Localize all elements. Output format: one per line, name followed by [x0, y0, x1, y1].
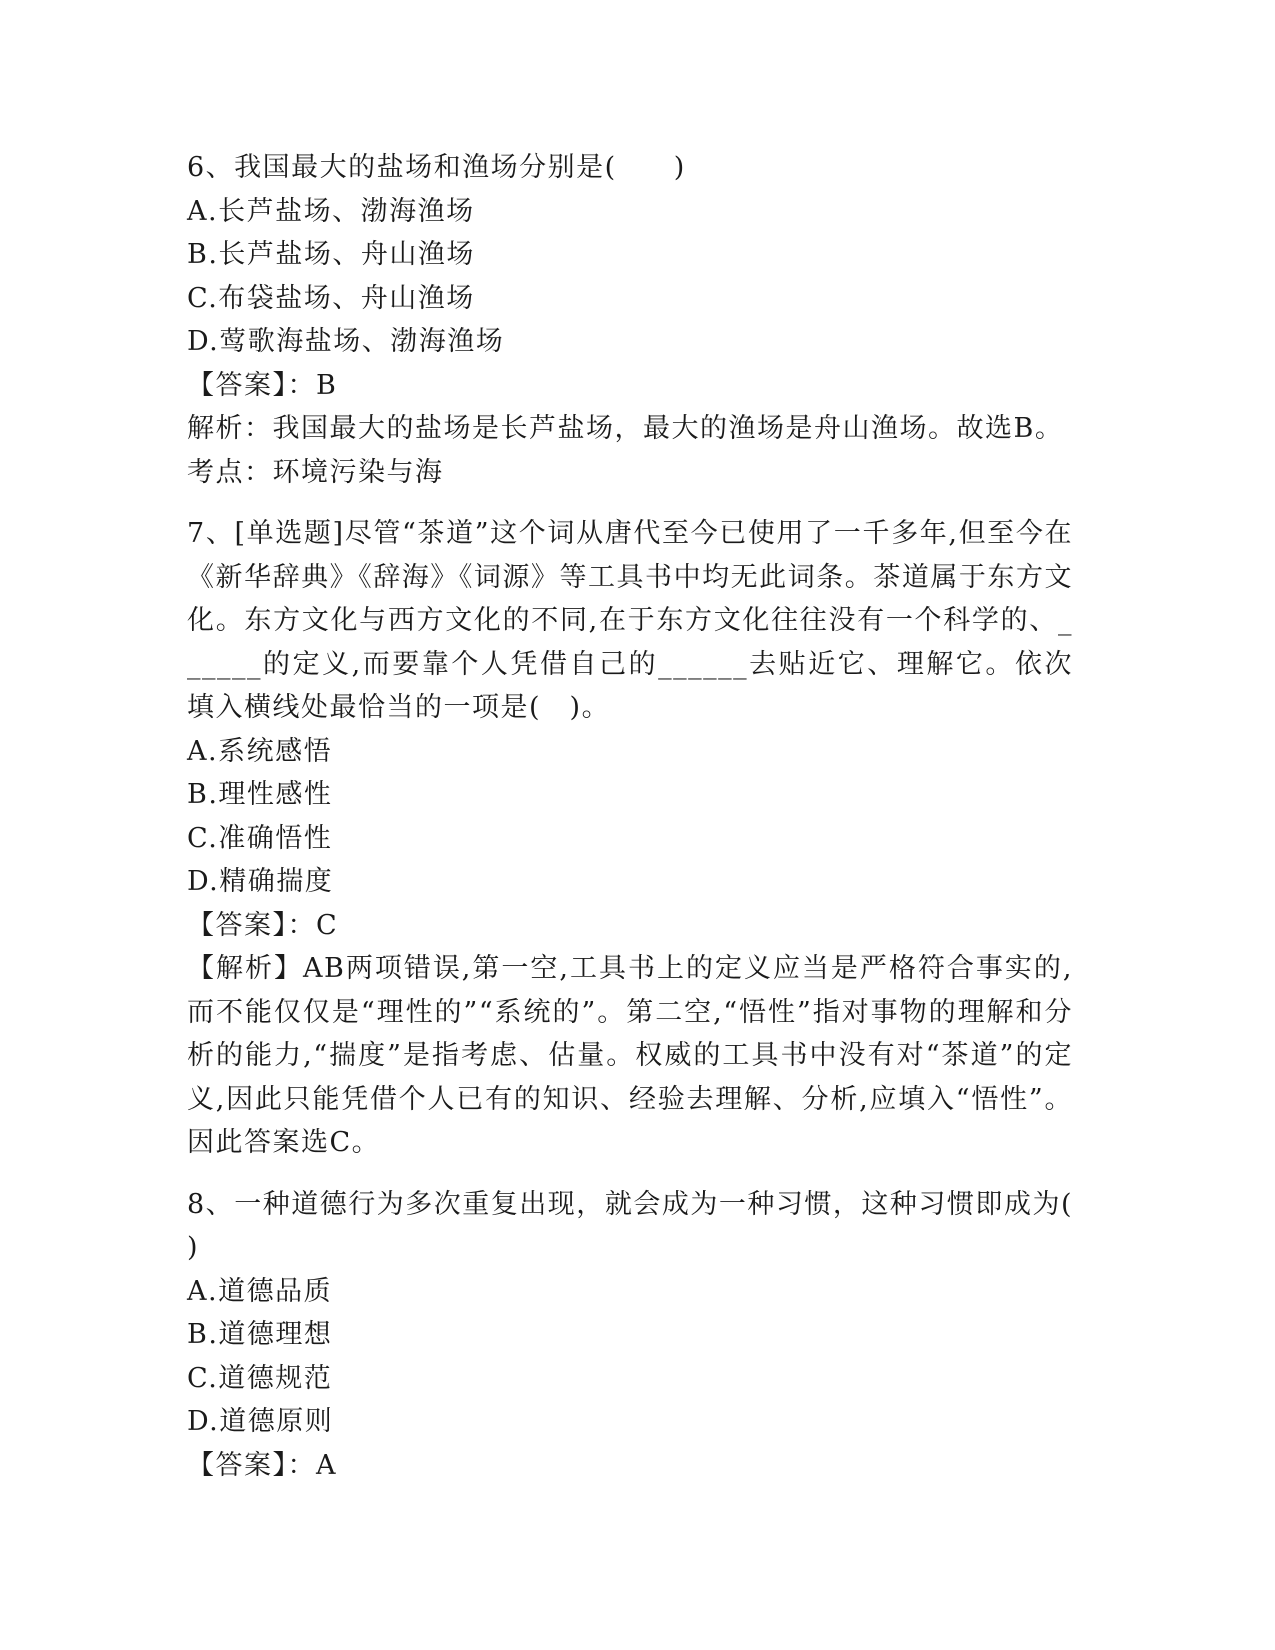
- question-6-analysis: 解析：我国最大的盐场是长芦盐场，最大的渔场是舟山渔场。故选B。: [187, 413, 1064, 444]
- question-8-option-a: A.道德品质: [187, 1275, 333, 1307]
- question-8-answer: 【答案】：A: [187, 1449, 337, 1481]
- question-8-option-c: C.道德规范: [187, 1362, 333, 1394]
- question-7-option-d: D.精确揣度: [187, 866, 334, 897]
- question-6-topic: 考点：环境污染与海: [187, 456, 444, 488]
- question-7-option-a: A.系统感悟: [187, 735, 333, 767]
- question-7-answer: 【答案】：C: [187, 909, 339, 941]
- question-8-option-b: B.道德理想: [187, 1319, 333, 1350]
- spacer: [187, 494, 1077, 512]
- question-8: [187, 1183, 1130, 1488]
- question-6-option-a: A.长芦盐场、渤海渔场: [187, 195, 475, 227]
- question-6-option-c: C.布袋盐场、舟山渔场: [187, 282, 475, 314]
- question-7-option-b: B.理性感性: [187, 779, 333, 810]
- document-content: [187, 146, 1130, 1487]
- question-6: [187, 146, 1077, 494]
- question-7-analysis: 【解析】AB两项错误,第一空,工具书上的定义应当是严格符合事实的,而不能仅仅是“理性的”“系统的”。第二空,“悟性”指对事物的理解和分析的能力,“揣度”是指考虑、估量。权威的工具书中没有对“茶道”的定义,因此只能凭借个人已有的知识、经验去理解、分析,应填入“悟性”。因此答案选C。: [187, 953, 1073, 1158]
- question-6-option-d: D.莺歌海盐场、渤海渔场: [187, 326, 505, 357]
- spacer: [187, 1165, 1077, 1183]
- question-6-answer: 【答案】：B: [187, 369, 338, 401]
- question-6-option-b: B.长芦盐场、舟山渔场: [187, 239, 475, 270]
- question-6-stem: 6、我国最大的盐场和渔场分别是( ): [187, 152, 686, 183]
- question-7-stem: 7、[单选题]尽管“茶道”这个词从唐代至今已使用了一千多年,但至今在《新华辞典》《辞海》《词源》等工具书中均无此词条。茶道属于东方文化。东方文化与西方文化的不同,在于东方文化往往没有一个科学的、______的定义,而要靠个人凭借自己的______去贴近它、理解它。依次填入横线处最恰当的一项是( )。: [187, 518, 1073, 723]
- question-7: [187, 512, 1077, 947]
- question-8-stem: 8、一种道德行为多次重复出现，就会成为一种习惯，这种习惯即成为( ): [187, 1188, 1130, 1263]
- question-7-option-c: C.准确悟性: [187, 822, 333, 854]
- question-7-analysis-block: [187, 947, 1077, 1165]
- question-8-option-d: D.道德原则: [187, 1406, 334, 1437]
